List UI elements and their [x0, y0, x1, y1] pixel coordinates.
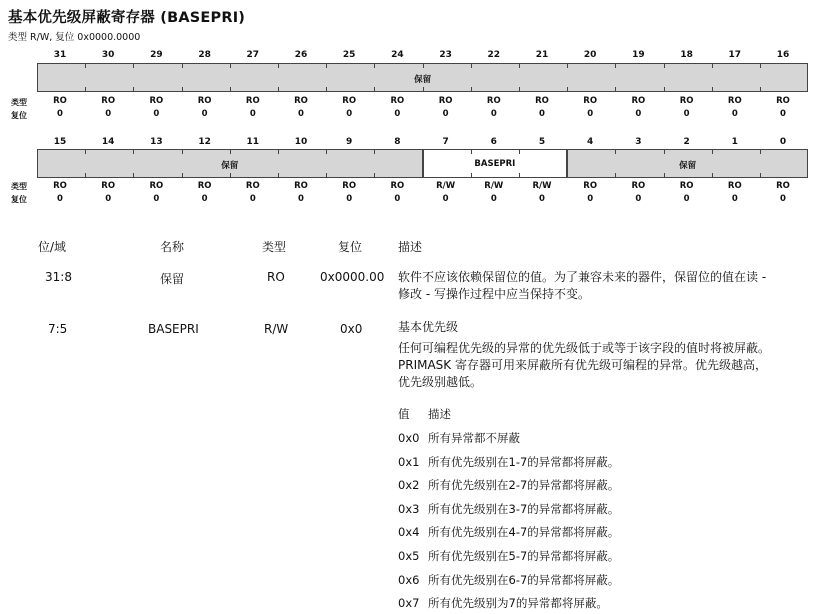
- bit-number: 5: [538, 137, 546, 147]
- bit-divider-tick: [326, 149, 327, 154]
- bit-number: 24: [391, 50, 404, 60]
- value-table-row: [398, 524, 619, 540]
- bit-divider-tick: [182, 63, 183, 68]
- bit-reset: 0: [201, 109, 208, 119]
- bit-reset: 0: [153, 109, 160, 119]
- bit-reset: 0: [490, 194, 497, 204]
- bit-number: 9: [346, 137, 353, 147]
- bit-number: 15: [53, 137, 67, 147]
- bit-divider-tick: [615, 87, 616, 92]
- bit-type: RO: [486, 96, 501, 106]
- bit-divider-tick: [664, 173, 665, 178]
- header-type: 类型: [262, 240, 287, 254]
- header-name: 名称: [160, 240, 185, 254]
- value-table-row: [398, 477, 619, 493]
- value-code: 0x3: [398, 501, 420, 516]
- bit-divider-tick: [712, 149, 713, 154]
- bit-type: RO: [294, 96, 308, 106]
- bit-divider-tick: [182, 173, 183, 178]
- bit-type: RO: [776, 96, 790, 106]
- bit-divider-tick: [230, 173, 231, 178]
- bit-divider-tick: [471, 173, 472, 178]
- bit-divider-tick: [471, 149, 472, 154]
- bit-reset: 0: [635, 194, 642, 204]
- row-type: RO: [267, 270, 285, 284]
- row-description-line: 任何可编程优先级的异常的优先级低于或等于该字段的值时将被屏蔽。: [398, 341, 771, 355]
- bit-divider-tick: [374, 173, 375, 178]
- bit-divider-tick: [326, 87, 327, 92]
- value-code: 0x1: [398, 454, 420, 469]
- bit-divider-tick: [471, 63, 472, 68]
- bit-divider-tick: [615, 173, 616, 178]
- bit-number: 20: [583, 50, 597, 60]
- bit-reset: 0: [201, 194, 208, 204]
- type-row-label: 类型: [11, 98, 27, 107]
- row-bits: 7:5: [48, 322, 68, 336]
- value-table-row: [398, 501, 619, 517]
- bit-divider-tick: [374, 63, 375, 68]
- bit-type: RO: [727, 181, 742, 191]
- bit-number: 30: [101, 50, 115, 60]
- bit-number: 4: [587, 137, 594, 147]
- row-name: 保留: [160, 272, 185, 286]
- row-reset: 0x0000.00: [320, 270, 385, 284]
- type-row-label: 类型: [11, 182, 27, 191]
- bit-reset: 0: [587, 194, 594, 204]
- bit-type: RO: [342, 96, 357, 106]
- bit-number: 13: [150, 137, 163, 147]
- bit-number: 10: [294, 137, 308, 147]
- bit-reset: 0: [683, 194, 690, 204]
- bit-type: R/W: [484, 181, 504, 191]
- bit-divider-tick: [760, 173, 761, 178]
- bit-number: 19: [632, 50, 645, 60]
- bit-type: RO: [342, 181, 357, 191]
- row-description-line: 修改 - 写操作过程中应当保持不变。: [398, 287, 590, 301]
- bit-divider-tick: [278, 63, 279, 68]
- bit-divider-tick: [760, 149, 761, 154]
- value-code: 0x7: [398, 596, 420, 611]
- field-label: 保留: [414, 75, 432, 85]
- bit-divider-tick: [664, 63, 665, 68]
- bit-reset: 0: [57, 194, 63, 204]
- value-text: 所有优先级别在2-7的异常都将屏蔽。: [428, 478, 620, 493]
- row-description-line: PRIMASK 寄存器可用来屏蔽所有优先级可编程的异常。优先级越高，: [398, 358, 767, 372]
- bit-number: 17: [728, 50, 742, 60]
- bit-divider-tick: [423, 87, 424, 92]
- bit-number: 18: [680, 50, 693, 60]
- bit-type: RO: [679, 181, 694, 191]
- bit-divider-tick: [85, 63, 86, 68]
- bit-divider-tick: [133, 173, 134, 178]
- bit-divider-tick: [423, 63, 424, 68]
- bit-number: 2: [683, 137, 690, 147]
- bit-reset: 0: [490, 109, 497, 119]
- bit-number: 27: [246, 50, 260, 60]
- field-label: 保留: [679, 161, 697, 171]
- row-reset: 0x0: [340, 322, 363, 336]
- value-table-row: [398, 454, 619, 470]
- bit-reset: 0: [153, 194, 160, 204]
- bit-type: RO: [390, 96, 405, 106]
- bit-number: 14: [101, 137, 115, 147]
- bit-divider-tick: [712, 87, 713, 92]
- bit-type: RO: [101, 96, 116, 106]
- bit-divider-tick: [133, 87, 134, 92]
- header-reset: 复位: [338, 240, 363, 254]
- bit-number: 31: [53, 50, 67, 60]
- bit-reset: 0: [780, 109, 786, 119]
- bit-divider-tick: [519, 87, 520, 92]
- bit-reset: 0: [731, 109, 738, 119]
- bit-type: RO: [776, 181, 790, 191]
- bit-reset: 0: [105, 194, 112, 204]
- bit-reset: 0: [780, 194, 786, 204]
- bit-type: RO: [245, 96, 260, 106]
- bit-type: RO: [197, 96, 212, 106]
- bit-divider-tick: [133, 149, 134, 154]
- basepri-field: [423, 149, 568, 178]
- row-description-line: 基本优先级: [398, 320, 459, 334]
- bit-reset: 0: [394, 194, 401, 204]
- register-subtitle: 类型 R/W, 复位 0x0000.0000: [8, 32, 141, 43]
- value-text: 所有优先级别在6-7的异常都将屏蔽。: [428, 572, 620, 587]
- header-bits: 位/域: [38, 240, 67, 254]
- bit-reset: 0: [539, 194, 545, 204]
- bit-divider-tick: [278, 173, 279, 178]
- field-label: 保留: [221, 161, 239, 171]
- row-description-line: 软件不应该依赖保留位的值。为了兼容未来的器件，保留位的值在读 -: [398, 270, 767, 284]
- bit-type: R/W: [436, 181, 456, 191]
- bit-divider-tick: [712, 173, 713, 178]
- bit-divider-tick: [664, 149, 665, 154]
- bit-reset: 0: [346, 109, 353, 119]
- bit-number: 1: [731, 137, 738, 147]
- bit-divider-tick: [712, 63, 713, 68]
- value-text: 所有优先级别在4-7的异常都将屏蔽。: [428, 525, 620, 540]
- bit-type: RO: [53, 181, 67, 191]
- bit-divider-tick: [760, 87, 761, 92]
- value-code: 0x4: [398, 525, 420, 540]
- bit-type: RO: [245, 181, 260, 191]
- bit-reset: 0: [346, 194, 353, 204]
- bit-divider-tick: [182, 149, 183, 154]
- register-title: 基本优先级屏蔽寄存器 (BASEPRI): [8, 10, 246, 26]
- bit-number: 8: [394, 137, 401, 147]
- bit-type: RO: [149, 96, 164, 106]
- bit-reset: 0: [442, 109, 449, 119]
- bit-divider-tick: [374, 149, 375, 154]
- bit-reset: 0: [539, 109, 545, 119]
- bit-divider-tick: [230, 149, 231, 154]
- bit-reset: 0: [298, 109, 304, 119]
- value-text: 所有优先级别在5-7的异常都将屏蔽。: [428, 549, 620, 563]
- bit-divider-tick: [85, 87, 86, 92]
- bit-divider-tick: [519, 149, 520, 154]
- value-code: 0x2: [398, 478, 420, 493]
- bit-number: 12: [198, 137, 211, 147]
- bit-number: 22: [487, 50, 501, 60]
- bit-divider-tick: [567, 87, 568, 92]
- bit-type: RO: [727, 96, 742, 106]
- bit-divider-tick: [182, 87, 183, 92]
- bit-number: 6: [490, 137, 497, 147]
- bit-reset: 0: [105, 109, 112, 119]
- bit-divider-tick: [326, 63, 327, 68]
- row-bits: 31:8: [45, 270, 72, 284]
- bit-number: 21: [535, 50, 549, 60]
- bit-type: RO: [101, 181, 116, 191]
- bit-type: RO: [53, 96, 67, 106]
- bit-number: 7: [442, 137, 449, 147]
- bit-type: RO: [390, 181, 405, 191]
- bit-reset: 0: [249, 109, 256, 119]
- row-type: R/W: [264, 322, 289, 336]
- bit-type: RO: [294, 181, 308, 191]
- bit-type: RO: [535, 96, 549, 106]
- bit-reset: 0: [587, 109, 594, 119]
- bit-type: RO: [679, 96, 694, 106]
- value-header: 值: [398, 407, 410, 421]
- bit-number: 29: [150, 50, 163, 60]
- bit-divider-tick: [519, 173, 520, 178]
- bit-divider-tick: [760, 63, 761, 68]
- bit-reset: 0: [683, 109, 690, 119]
- reset-row-label: 复位: [11, 111, 27, 120]
- value-code: 0x0: [398, 431, 420, 445]
- reserved-field: [567, 149, 808, 178]
- bit-number: 16: [776, 50, 790, 60]
- reserved-field: [37, 63, 808, 92]
- reserved-field: [37, 149, 423, 178]
- bit-divider-tick: [230, 87, 231, 92]
- value-text: 所有优先级别为7的异常都将屏蔽。: [428, 596, 608, 611]
- bit-type: RO: [583, 96, 598, 106]
- bit-type: RO: [438, 96, 453, 106]
- bit-divider-tick: [278, 87, 279, 92]
- bit-number: 28: [198, 50, 211, 60]
- bit-divider-tick: [664, 87, 665, 92]
- bit-reset: 0: [298, 194, 304, 204]
- value-code: 0x6: [398, 572, 420, 587]
- bit-type: RO: [583, 181, 598, 191]
- bit-divider-tick: [567, 63, 568, 68]
- value-table-header: [398, 406, 451, 422]
- value-description-header: 描述: [428, 407, 451, 421]
- field-label: BASEPRI: [474, 159, 516, 169]
- bit-number: 25: [342, 50, 356, 60]
- bit-type: RO: [149, 181, 164, 191]
- bit-reset: 0: [442, 194, 449, 204]
- bit-divider-tick: [278, 149, 279, 154]
- bit-divider-tick: [615, 63, 616, 68]
- bit-divider-tick: [471, 87, 472, 92]
- value-table-row: [398, 572, 619, 588]
- bit-reset: 0: [731, 194, 738, 204]
- header-description: 描述: [398, 240, 423, 254]
- bit-type: RO: [197, 181, 212, 191]
- bit-reset: 0: [57, 109, 63, 119]
- bit-reset: 0: [394, 109, 401, 119]
- bit-number: 0: [779, 137, 787, 147]
- bit-divider-tick: [326, 173, 327, 178]
- bit-divider-tick: [85, 173, 86, 178]
- bit-type: RO: [631, 96, 646, 106]
- row-description-line: 优先级别越低。: [398, 375, 483, 389]
- value-text: 所有优先级别在1-7的异常都将屏蔽。: [428, 454, 620, 469]
- bit-divider-tick: [519, 63, 520, 68]
- value-text: 所有优先级别在3-7的异常都将屏蔽。: [428, 501, 620, 516]
- bit-reset: 0: [635, 109, 642, 119]
- value-table-row: [398, 595, 608, 611]
- bit-reset: 0: [249, 194, 256, 204]
- bit-divider-tick: [230, 63, 231, 68]
- bit-number: 23: [439, 50, 452, 60]
- value-table-row: [398, 430, 520, 446]
- value-text: 所有异常都不屏蔽: [428, 431, 520, 445]
- bit-divider-tick: [85, 149, 86, 154]
- row-name: BASEPRI: [148, 322, 199, 336]
- bit-type: RO: [631, 181, 646, 191]
- bit-type: R/W: [532, 181, 552, 191]
- bit-divider-tick: [615, 149, 616, 154]
- value-table-row: [398, 548, 619, 564]
- bit-number: 11: [246, 137, 260, 147]
- value-code: 0x5: [398, 549, 420, 563]
- bit-divider-tick: [374, 87, 375, 92]
- bit-number: 3: [635, 137, 642, 147]
- bit-divider-tick: [133, 63, 134, 68]
- bit-number: 26: [294, 50, 308, 60]
- reset-row-label: 复位: [11, 195, 27, 204]
